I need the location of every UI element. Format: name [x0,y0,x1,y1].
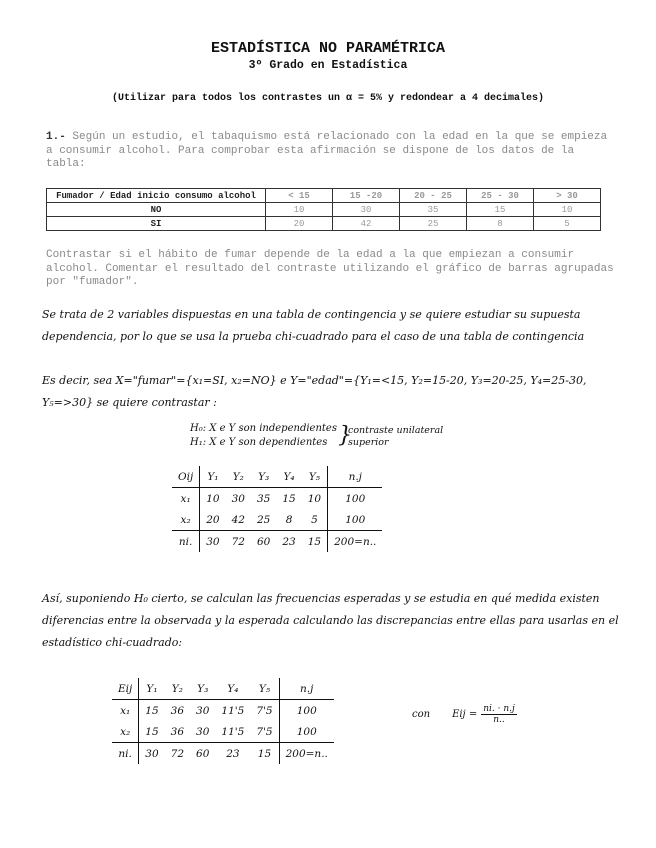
table-cell: 8 [285,513,293,526]
table-cell: 20 [266,217,333,231]
table-cell: 7'5 [256,725,273,738]
test-type-line-2: superior [348,437,389,448]
question-text: Según un estudio, el tabaquismo está relacionado con la edad en la que se empieza a consumir alcohol. Para comprobar esta afirmación se dispone de los datos de la tabla: [46,131,608,170]
column-header: > 30 [534,189,601,203]
column-header: Y₁ [200,466,226,488]
question-1 [46,131,616,172]
table-cell: 11'5 [221,725,245,738]
table-cell: 35 [256,492,271,505]
table-header-row [47,189,601,203]
column-header: Y₅ [250,678,279,700]
table-cell: 15 [145,725,159,738]
table-cell: 23 [276,531,301,553]
column-header: 15 -20 [333,189,400,203]
page-subtitle: 3º Grado en Estadística [248,59,408,72]
row-label: SI [47,217,266,231]
formula-numerator: ni. · n.j [483,704,515,714]
table-cell: 25 [400,217,467,231]
row-label: x₂ [112,721,139,743]
question-number: 1.- [46,131,66,143]
table-cell: 72 [226,531,251,553]
table-cell: 30 [333,203,400,217]
table-cell: 20 [206,513,220,526]
table-corner-header: Oij [172,466,200,488]
row-label: NO [47,203,266,217]
hypothesis-brace: } [338,423,352,448]
table-cell: 15 [250,743,279,765]
row-sum: 100 [328,509,383,531]
row-sum: 100 [279,721,334,743]
table-cell: 60 [251,531,276,553]
hypotheses [190,422,337,450]
column-header: Y₄ [276,466,301,488]
expected-frequencies-table [112,678,334,764]
table-cell: 10 [307,492,322,505]
table-cell: 15 [282,492,296,505]
page-title: ESTADÍSTICA NO PARAMÉTRICA [210,40,446,57]
table-header-row [172,466,382,488]
expected-frequency-formula [412,704,517,725]
column-header: Y₂ [226,466,251,488]
formula-lhs: Eij = [452,709,478,720]
table-cell: 30 [196,725,210,738]
table-total-row [112,743,334,765]
table-cell: 15 [467,203,534,217]
table-cell: 5 [534,217,601,231]
null-hypothesis: H₀: X e Y son independientes [190,423,337,434]
column-header: Y₅ [302,466,328,488]
column-header: 25 - 30 [467,189,534,203]
formula-fraction [481,704,517,725]
table-cell: 60 [190,743,215,765]
row-sum: 100 [279,700,334,722]
table-cell: 10 [266,203,333,217]
table-cell: 30 [231,492,245,505]
column-header: Y₂ [165,678,190,700]
formula-prefix: con [412,709,431,720]
table-corner-header: Eij [112,678,139,700]
table-cell: 35 [400,203,467,217]
table-cell: 10 [534,203,601,217]
table-cell: 36 [170,704,185,717]
table-row [47,217,601,231]
row-label: ni. [172,531,200,553]
column-header: n.j [279,678,334,700]
formula-denominator: n.. [493,715,505,725]
column-header: n.j [328,466,383,488]
question-data-table [46,188,601,231]
table-cell: 11'5 [221,704,245,717]
row-label: x₂ [172,509,200,531]
table-row [112,721,334,743]
column-header: Y₁ [139,678,165,700]
column-header: 20 - 25 [400,189,467,203]
table-cell: 36 [170,725,185,738]
table-cell: 42 [333,217,400,231]
table-row [112,700,334,722]
grand-total: 200=n.. [328,531,383,553]
table-cell: 72 [165,743,190,765]
table-cell: 8 [467,217,534,231]
answer-paragraph-2: Es decir, sea X="fumar"={x₁=SI, x₂=NO} e Y="edad"={Y₁=<15, Y₂=15-20, Y₃=20-25, Y₄=25-30, Y₅=>30} se quiere contrastar : [42,374,587,409]
test-type-line-1: contraste unilateral [348,425,444,436]
observed-frequencies-table [172,466,382,552]
instructions: (Utilizar para todos los contrastes un α = 5% y redondear a 4 decimales) [111,93,545,104]
table-cell: 30 [196,704,210,717]
row-label: x₁ [172,488,200,510]
table-cell: 23 [215,743,250,765]
answer-paragraph-1: Se trata de 2 variables dispuestas en una tabla de contingencia y se quiere estudiar su supuesta dependencia, por lo que se usa la prueba chi-cuadrado para el caso de una tabla de contingencia [42,308,585,343]
column-header: Y₃ [251,466,276,488]
table-cell: 15 [145,704,159,717]
test-type [348,425,443,449]
table-row [47,203,601,217]
table-cell: 30 [200,531,226,553]
row-label: ni. [112,743,139,765]
table-cell: 5 [311,513,318,526]
row-label: x₁ [112,700,139,722]
table-corner-header: Fumador / Edad inicio consumo alcohol [47,189,266,203]
table-cell: 15 [302,531,328,553]
table-total-row [172,531,382,553]
table-row [172,509,382,531]
alternative-hypothesis: H₁: X e Y son dependientes [190,437,328,448]
column-header: Y₄ [215,678,250,700]
table-header-row [112,678,334,700]
table-row [172,488,382,510]
table-cell: 25 [256,513,271,526]
table-cell: 7'5 [256,704,273,717]
answer-paragraph-3: Así, suponiendo H₀ cierto, se calculan las frecuencias esperadas y se estudia en qué medida existen diferencias entre la observada y la esperada calculando las discrepancias entre ellas para usarlas en el estadístico chi-cuadrado: [42,592,619,649]
table-cell: 42 [231,513,245,526]
question-task: Contrastar si el hábito de fumar depende de la edad a la que empiezan a consumir alcohol. Comentar el resultado del contraste utilizando el gráfico de barras agrupadas por "fumador". [46,249,614,288]
row-sum: 100 [328,488,383,510]
table-cell: 10 [206,492,220,505]
grand-total: 200=n.. [279,743,334,765]
table-cell: 30 [139,743,165,765]
column-header: Y₃ [190,678,215,700]
column-header: < 15 [266,189,333,203]
